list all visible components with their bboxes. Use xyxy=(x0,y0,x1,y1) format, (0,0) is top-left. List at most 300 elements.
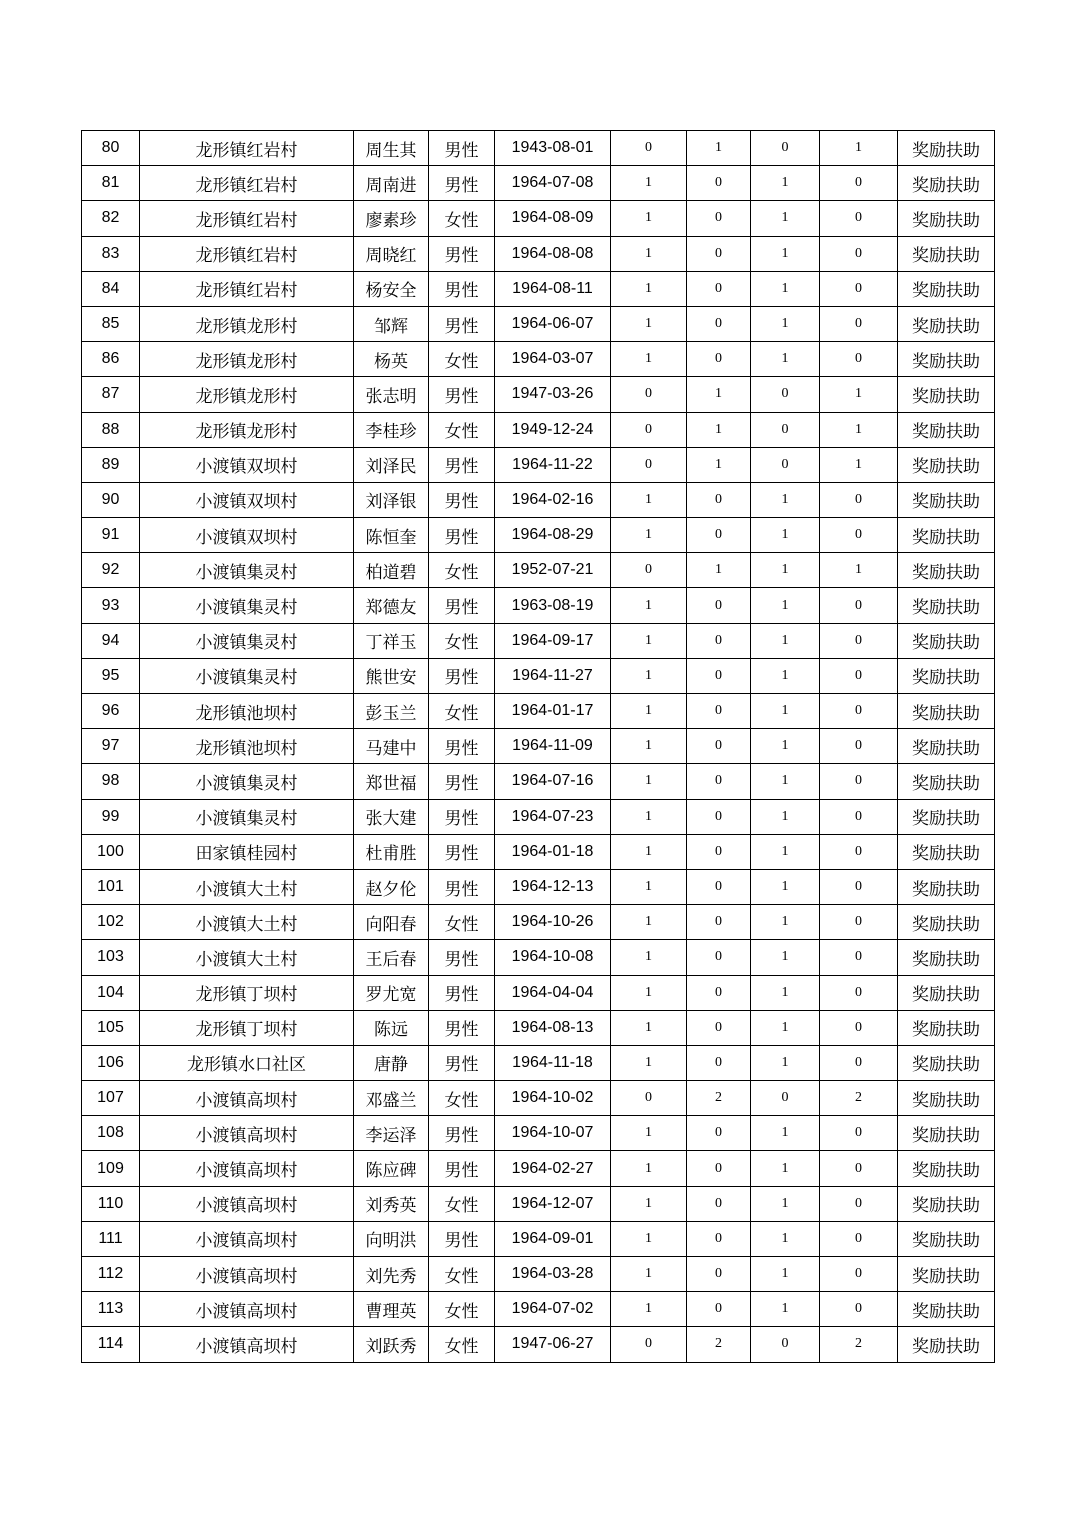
count-cell-2: 0 xyxy=(687,694,751,729)
aid-type-cell: 奖励扶助 xyxy=(898,1257,995,1292)
count-cell-2: 0 xyxy=(687,271,751,306)
table-row xyxy=(82,236,995,271)
name-cell: 熊世安 xyxy=(354,658,429,693)
count-cell-1: 1 xyxy=(611,764,687,799)
name-cell: 周生其 xyxy=(354,131,429,166)
name-cell: 赵夕伦 xyxy=(354,869,429,904)
count-cell-2: 0 xyxy=(687,166,751,201)
name-cell: 柏道碧 xyxy=(354,553,429,588)
name-cell: 杨英 xyxy=(354,342,429,377)
birth-date-cell: 1964-11-18 xyxy=(495,1045,611,1080)
count-cell-1: 0 xyxy=(611,1327,687,1362)
count-cell-2: 0 xyxy=(687,306,751,341)
village-cell: 小渡镇双坝村 xyxy=(140,447,354,482)
gender-cell: 女性 xyxy=(429,342,495,377)
name-cell: 向明洪 xyxy=(354,1221,429,1256)
table-row xyxy=(82,588,995,623)
gender-cell: 男性 xyxy=(429,588,495,623)
count-cell-4: 0 xyxy=(820,658,898,693)
count-cell-3: 1 xyxy=(751,166,820,201)
gender-cell: 男性 xyxy=(429,834,495,869)
gender-cell: 男性 xyxy=(429,764,495,799)
aid-type-cell: 奖励扶助 xyxy=(898,1327,995,1362)
count-cell-2: 0 xyxy=(687,1292,751,1327)
count-cell-4: 0 xyxy=(820,1186,898,1221)
table-row xyxy=(82,166,995,201)
count-cell-3: 1 xyxy=(751,553,820,588)
village-cell: 龙形镇丁坝村 xyxy=(140,975,354,1010)
name-cell: 郑德友 xyxy=(354,588,429,623)
row-number-cell: 84 xyxy=(82,271,140,306)
aid-type-cell: 奖励扶助 xyxy=(898,694,995,729)
count-cell-3: 1 xyxy=(751,201,820,236)
count-cell-1: 0 xyxy=(611,447,687,482)
gender-cell: 女性 xyxy=(429,1081,495,1116)
birth-date-cell: 1964-10-26 xyxy=(495,905,611,940)
count-cell-2: 0 xyxy=(687,1116,751,1151)
row-number-cell: 85 xyxy=(82,306,140,341)
birth-date-cell: 1964-03-28 xyxy=(495,1257,611,1292)
row-number-cell: 89 xyxy=(82,447,140,482)
gender-cell: 女性 xyxy=(429,1186,495,1221)
count-cell-1: 1 xyxy=(611,869,687,904)
birth-date-cell: 1964-02-16 xyxy=(495,482,611,517)
aid-type-cell: 奖励扶助 xyxy=(898,131,995,166)
count-cell-4: 0 xyxy=(820,1010,898,1045)
row-number-cell: 98 xyxy=(82,764,140,799)
count-cell-1: 1 xyxy=(611,834,687,869)
birth-date-cell: 1964-03-07 xyxy=(495,342,611,377)
table-row xyxy=(82,940,995,975)
count-cell-3: 1 xyxy=(751,236,820,271)
birth-date-cell: 1964-01-18 xyxy=(495,834,611,869)
aid-type-cell: 奖励扶助 xyxy=(898,1010,995,1045)
count-cell-3: 1 xyxy=(751,799,820,834)
table-row xyxy=(82,131,995,166)
count-cell-4: 0 xyxy=(820,623,898,658)
aid-type-cell: 奖励扶助 xyxy=(898,166,995,201)
row-number-cell: 99 xyxy=(82,799,140,834)
count-cell-3: 1 xyxy=(751,1186,820,1221)
birth-date-cell: 1949-12-24 xyxy=(495,412,611,447)
gender-cell: 女性 xyxy=(429,1257,495,1292)
row-number-cell: 113 xyxy=(82,1292,140,1327)
count-cell-2: 0 xyxy=(687,975,751,1010)
village-cell: 小渡镇高坝村 xyxy=(140,1186,354,1221)
name-cell: 杜甫胜 xyxy=(354,834,429,869)
count-cell-4: 0 xyxy=(820,1151,898,1186)
count-cell-2: 0 xyxy=(687,834,751,869)
table-row xyxy=(82,482,995,517)
count-cell-3: 1 xyxy=(751,764,820,799)
count-cell-1: 0 xyxy=(611,377,687,412)
birth-date-cell: 1964-08-11 xyxy=(495,271,611,306)
row-number-cell: 91 xyxy=(82,518,140,553)
count-cell-3: 1 xyxy=(751,482,820,517)
count-cell-2: 1 xyxy=(687,447,751,482)
count-cell-2: 0 xyxy=(687,764,751,799)
gender-cell: 男性 xyxy=(429,131,495,166)
gender-cell: 女性 xyxy=(429,1327,495,1362)
birth-date-cell: 1964-07-02 xyxy=(495,1292,611,1327)
count-cell-1: 0 xyxy=(611,1081,687,1116)
village-cell: 龙形镇红岩村 xyxy=(140,166,354,201)
gender-cell: 女性 xyxy=(429,905,495,940)
count-cell-1: 1 xyxy=(611,1186,687,1221)
count-cell-4: 0 xyxy=(820,764,898,799)
village-cell: 小渡镇大土村 xyxy=(140,869,354,904)
count-cell-4: 0 xyxy=(820,1116,898,1151)
row-number-cell: 107 xyxy=(82,1081,140,1116)
count-cell-1: 0 xyxy=(611,412,687,447)
row-number-cell: 88 xyxy=(82,412,140,447)
village-cell: 小渡镇大土村 xyxy=(140,940,354,975)
village-cell: 龙形镇池坝村 xyxy=(140,694,354,729)
count-cell-3: 1 xyxy=(751,1045,820,1080)
name-cell: 张志明 xyxy=(354,377,429,412)
count-cell-4: 0 xyxy=(820,905,898,940)
count-cell-1: 1 xyxy=(611,975,687,1010)
count-cell-3: 1 xyxy=(751,623,820,658)
village-cell: 小渡镇大土村 xyxy=(140,905,354,940)
table-row xyxy=(82,1010,995,1045)
name-cell: 邹辉 xyxy=(354,306,429,341)
village-cell: 小渡镇集灵村 xyxy=(140,799,354,834)
birth-date-cell: 1964-10-07 xyxy=(495,1116,611,1151)
count-cell-3: 1 xyxy=(751,694,820,729)
count-cell-4: 1 xyxy=(820,377,898,412)
table-row xyxy=(82,412,995,447)
birth-date-cell: 1964-11-09 xyxy=(495,729,611,764)
count-cell-4: 0 xyxy=(820,271,898,306)
table-row xyxy=(82,1116,995,1151)
aid-type-cell: 奖励扶助 xyxy=(898,764,995,799)
table-row xyxy=(82,1327,995,1362)
gender-cell: 男性 xyxy=(429,940,495,975)
table-row xyxy=(82,694,995,729)
count-cell-3: 1 xyxy=(751,940,820,975)
table-row xyxy=(82,975,995,1010)
count-cell-1: 1 xyxy=(611,306,687,341)
table-row xyxy=(82,1151,995,1186)
table-row xyxy=(82,799,995,834)
table-row xyxy=(82,447,995,482)
count-cell-1: 1 xyxy=(611,1151,687,1186)
count-cell-2: 0 xyxy=(687,869,751,904)
aid-type-cell: 奖励扶助 xyxy=(898,447,995,482)
name-cell: 郑世福 xyxy=(354,764,429,799)
name-cell: 刘先秀 xyxy=(354,1257,429,1292)
gender-cell: 男性 xyxy=(429,1151,495,1186)
count-cell-1: 1 xyxy=(611,201,687,236)
count-cell-2: 0 xyxy=(687,482,751,517)
count-cell-4: 0 xyxy=(820,342,898,377)
birth-date-cell: 1964-09-01 xyxy=(495,1221,611,1256)
village-cell: 龙形镇龙形村 xyxy=(140,377,354,412)
name-cell: 陈恒奎 xyxy=(354,518,429,553)
birth-date-cell: 1943-08-01 xyxy=(495,131,611,166)
aid-type-cell: 奖励扶助 xyxy=(898,729,995,764)
count-cell-4: 0 xyxy=(820,1045,898,1080)
aid-type-cell: 奖励扶助 xyxy=(898,975,995,1010)
table-row xyxy=(82,1292,995,1327)
row-number-cell: 95 xyxy=(82,658,140,693)
gender-cell: 男性 xyxy=(429,236,495,271)
count-cell-4: 0 xyxy=(820,482,898,517)
name-cell: 李桂珍 xyxy=(354,412,429,447)
birth-date-cell: 1964-12-07 xyxy=(495,1186,611,1221)
aid-type-cell: 奖励扶助 xyxy=(898,623,995,658)
row-number-cell: 83 xyxy=(82,236,140,271)
table-row xyxy=(82,342,995,377)
aid-type-cell: 奖励扶助 xyxy=(898,799,995,834)
table-row xyxy=(82,271,995,306)
count-cell-2: 0 xyxy=(687,588,751,623)
name-cell: 王后春 xyxy=(354,940,429,975)
count-cell-4: 0 xyxy=(820,694,898,729)
count-cell-3: 0 xyxy=(751,1081,820,1116)
count-cell-1: 0 xyxy=(611,553,687,588)
village-cell: 小渡镇高坝村 xyxy=(140,1292,354,1327)
table-row xyxy=(82,623,995,658)
row-number-cell: 108 xyxy=(82,1116,140,1151)
birth-date-cell: 1964-10-08 xyxy=(495,940,611,975)
aid-type-cell: 奖励扶助 xyxy=(898,518,995,553)
aid-type-cell: 奖励扶助 xyxy=(898,377,995,412)
count-cell-2: 0 xyxy=(687,1045,751,1080)
village-cell: 田家镇桂园村 xyxy=(140,834,354,869)
village-cell: 小渡镇高坝村 xyxy=(140,1151,354,1186)
gender-cell: 男性 xyxy=(429,869,495,904)
count-cell-2: 0 xyxy=(687,1221,751,1256)
count-cell-2: 0 xyxy=(687,729,751,764)
count-cell-1: 1 xyxy=(611,905,687,940)
table-row xyxy=(82,729,995,764)
count-cell-3: 0 xyxy=(751,447,820,482)
count-cell-2: 0 xyxy=(687,658,751,693)
count-cell-3: 1 xyxy=(751,1116,820,1151)
village-cell: 小渡镇集灵村 xyxy=(140,658,354,693)
name-cell: 彭玉兰 xyxy=(354,694,429,729)
count-cell-1: 0 xyxy=(611,131,687,166)
count-cell-1: 1 xyxy=(611,799,687,834)
name-cell: 刘泽银 xyxy=(354,482,429,517)
count-cell-4: 0 xyxy=(820,1292,898,1327)
village-cell: 龙形镇红岩村 xyxy=(140,236,354,271)
count-cell-3: 0 xyxy=(751,131,820,166)
aid-type-cell: 奖励扶助 xyxy=(898,236,995,271)
count-cell-4: 1 xyxy=(820,412,898,447)
table-row xyxy=(82,1081,995,1116)
gender-cell: 女性 xyxy=(429,1292,495,1327)
count-cell-4: 0 xyxy=(820,799,898,834)
count-cell-3: 1 xyxy=(751,1010,820,1045)
count-cell-3: 1 xyxy=(751,1257,820,1292)
row-number-cell: 94 xyxy=(82,623,140,658)
village-cell: 龙形镇龙形村 xyxy=(140,306,354,341)
name-cell: 陈远 xyxy=(354,1010,429,1045)
count-cell-3: 1 xyxy=(751,271,820,306)
count-cell-1: 1 xyxy=(611,658,687,693)
birth-date-cell: 1964-11-27 xyxy=(495,658,611,693)
count-cell-3: 1 xyxy=(751,729,820,764)
row-number-cell: 86 xyxy=(82,342,140,377)
row-number-cell: 112 xyxy=(82,1257,140,1292)
birth-date-cell: 1964-07-23 xyxy=(495,799,611,834)
count-cell-2: 1 xyxy=(687,377,751,412)
name-cell: 邓盛兰 xyxy=(354,1081,429,1116)
gender-cell: 男性 xyxy=(429,729,495,764)
birth-date-cell: 1964-11-22 xyxy=(495,447,611,482)
gender-cell: 男性 xyxy=(429,166,495,201)
village-cell: 龙形镇龙形村 xyxy=(140,342,354,377)
table-row xyxy=(82,518,995,553)
table-row xyxy=(82,869,995,904)
gender-cell: 男性 xyxy=(429,447,495,482)
row-number-cell: 100 xyxy=(82,834,140,869)
count-cell-2: 0 xyxy=(687,201,751,236)
birth-date-cell: 1964-01-17 xyxy=(495,694,611,729)
count-cell-4: 0 xyxy=(820,166,898,201)
count-cell-3: 1 xyxy=(751,869,820,904)
count-cell-2: 0 xyxy=(687,1186,751,1221)
row-number-cell: 80 xyxy=(82,131,140,166)
name-cell: 向阳春 xyxy=(354,905,429,940)
name-cell: 罗尤宽 xyxy=(354,975,429,1010)
count-cell-1: 1 xyxy=(611,1116,687,1151)
name-cell: 刘跃秀 xyxy=(354,1327,429,1362)
village-cell: 龙形镇龙形村 xyxy=(140,412,354,447)
count-cell-1: 1 xyxy=(611,729,687,764)
village-cell: 龙形镇水口社区 xyxy=(140,1045,354,1080)
village-cell: 龙形镇红岩村 xyxy=(140,271,354,306)
count-cell-1: 1 xyxy=(611,236,687,271)
count-cell-3: 1 xyxy=(751,905,820,940)
count-cell-2: 0 xyxy=(687,799,751,834)
table-row xyxy=(82,834,995,869)
count-cell-4: 0 xyxy=(820,1257,898,1292)
gender-cell: 男性 xyxy=(429,1116,495,1151)
birth-date-cell: 1964-12-13 xyxy=(495,869,611,904)
row-number-cell: 101 xyxy=(82,869,140,904)
aid-type-cell: 奖励扶助 xyxy=(898,1116,995,1151)
record-table xyxy=(81,130,995,1363)
gender-cell: 男性 xyxy=(429,306,495,341)
count-cell-1: 1 xyxy=(611,1257,687,1292)
count-cell-1: 1 xyxy=(611,1221,687,1256)
gender-cell: 男性 xyxy=(429,658,495,693)
count-cell-2: 0 xyxy=(687,236,751,271)
count-cell-2: 1 xyxy=(687,553,751,588)
gender-cell: 男性 xyxy=(429,1010,495,1045)
birth-date-cell: 1964-06-07 xyxy=(495,306,611,341)
count-cell-2: 0 xyxy=(687,1257,751,1292)
table-row xyxy=(82,1186,995,1221)
village-cell: 龙形镇红岩村 xyxy=(140,131,354,166)
count-cell-1: 1 xyxy=(611,940,687,975)
name-cell: 廖素珍 xyxy=(354,201,429,236)
count-cell-1: 1 xyxy=(611,1292,687,1327)
aid-type-cell: 奖励扶助 xyxy=(898,412,995,447)
aid-type-cell: 奖励扶助 xyxy=(898,1081,995,1116)
count-cell-2: 0 xyxy=(687,905,751,940)
birth-date-cell: 1964-08-13 xyxy=(495,1010,611,1045)
count-cell-4: 1 xyxy=(820,131,898,166)
gender-cell: 女性 xyxy=(429,694,495,729)
row-number-cell: 111 xyxy=(82,1221,140,1256)
aid-type-cell: 奖励扶助 xyxy=(898,1151,995,1186)
name-cell: 丁祥玉 xyxy=(354,623,429,658)
count-cell-4: 2 xyxy=(820,1081,898,1116)
row-number-cell: 114 xyxy=(82,1327,140,1362)
count-cell-1: 1 xyxy=(611,342,687,377)
count-cell-4: 0 xyxy=(820,729,898,764)
count-cell-1: 1 xyxy=(611,271,687,306)
aid-type-cell: 奖励扶助 xyxy=(898,306,995,341)
count-cell-2: 1 xyxy=(687,131,751,166)
row-number-cell: 92 xyxy=(82,553,140,588)
name-cell: 周晓红 xyxy=(354,236,429,271)
table-row xyxy=(82,306,995,341)
aid-type-cell: 奖励扶助 xyxy=(898,342,995,377)
count-cell-4: 0 xyxy=(820,834,898,869)
row-number-cell: 103 xyxy=(82,940,140,975)
birth-date-cell: 1947-03-26 xyxy=(495,377,611,412)
aid-type-cell: 奖励扶助 xyxy=(898,658,995,693)
count-cell-1: 1 xyxy=(611,518,687,553)
village-cell: 龙形镇池坝村 xyxy=(140,729,354,764)
village-cell: 小渡镇集灵村 xyxy=(140,553,354,588)
gender-cell: 女性 xyxy=(429,412,495,447)
count-cell-3: 1 xyxy=(751,1221,820,1256)
gender-cell: 女性 xyxy=(429,201,495,236)
count-cell-3: 0 xyxy=(751,1327,820,1362)
name-cell: 马建中 xyxy=(354,729,429,764)
count-cell-1: 1 xyxy=(611,166,687,201)
village-cell: 小渡镇高坝村 xyxy=(140,1327,354,1362)
birth-date-cell: 1964-10-02 xyxy=(495,1081,611,1116)
count-cell-3: 1 xyxy=(751,342,820,377)
aid-type-cell: 奖励扶助 xyxy=(898,482,995,517)
count-cell-2: 2 xyxy=(687,1327,751,1362)
name-cell: 唐静 xyxy=(354,1045,429,1080)
count-cell-2: 1 xyxy=(687,412,751,447)
count-cell-3: 1 xyxy=(751,588,820,623)
aid-type-cell: 奖励扶助 xyxy=(898,834,995,869)
gender-cell: 男性 xyxy=(429,1045,495,1080)
row-number-cell: 97 xyxy=(82,729,140,764)
birth-date-cell: 1964-07-16 xyxy=(495,764,611,799)
gender-cell: 男性 xyxy=(429,271,495,306)
table-row xyxy=(82,1257,995,1292)
aid-type-cell: 奖励扶助 xyxy=(898,1186,995,1221)
count-cell-1: 1 xyxy=(611,694,687,729)
count-cell-1: 1 xyxy=(611,588,687,623)
village-cell: 龙形镇红岩村 xyxy=(140,201,354,236)
count-cell-4: 0 xyxy=(820,869,898,904)
count-cell-1: 1 xyxy=(611,623,687,658)
gender-cell: 男性 xyxy=(429,975,495,1010)
count-cell-1: 1 xyxy=(611,1010,687,1045)
village-cell: 小渡镇高坝村 xyxy=(140,1221,354,1256)
table-row xyxy=(82,905,995,940)
table-row xyxy=(82,1045,995,1080)
aid-type-cell: 奖励扶助 xyxy=(898,905,995,940)
table-row xyxy=(82,377,995,412)
aid-type-cell: 奖励扶助 xyxy=(898,940,995,975)
aid-type-cell: 奖励扶助 xyxy=(898,1045,995,1080)
table-row xyxy=(82,1221,995,1256)
